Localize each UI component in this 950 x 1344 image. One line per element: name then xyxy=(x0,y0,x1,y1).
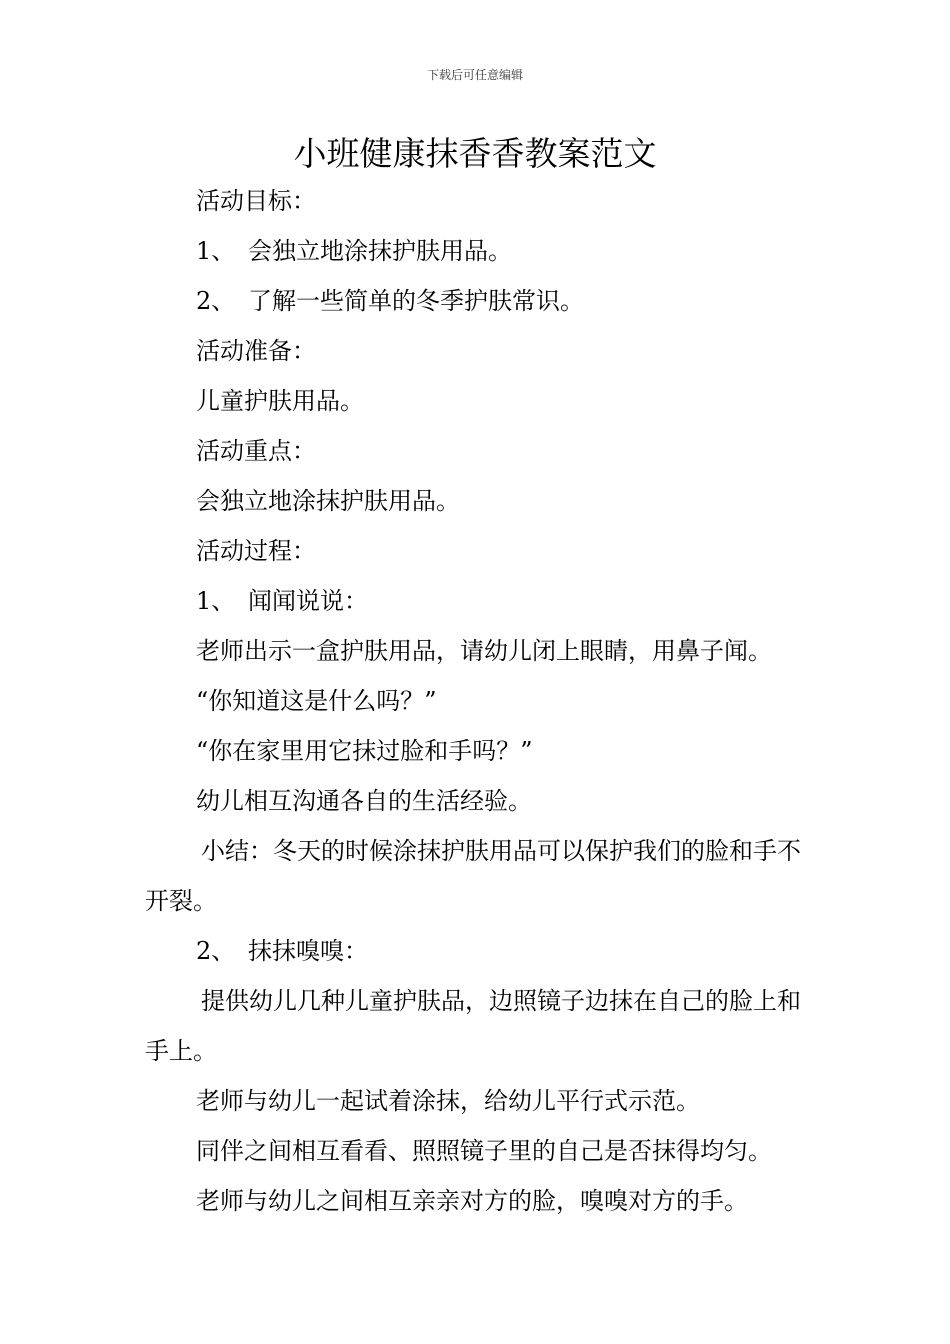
step-1-title: 闻闻说说： xyxy=(248,587,368,615)
step-1-paragraph-1: 老师出示一盒护肤用品，请幼儿闭上眼睛，用鼻子闻。 xyxy=(196,637,772,665)
step-2-paragraph-4: 老师与幼儿之间相互亲亲对方的脸，嗅嗅对方的手。 xyxy=(196,1187,748,1215)
goal-item-1-number: 1、 xyxy=(196,237,236,265)
header-note: 下载后可任意编辑 xyxy=(426,68,523,82)
step-1-question-2: “你在家里用它抹过脸和手吗？” xyxy=(196,737,533,765)
goal-heading: 活动目标： xyxy=(196,187,316,215)
document-body xyxy=(145,176,810,1226)
goal-item-1 xyxy=(145,226,810,276)
goal-item-2 xyxy=(145,276,810,326)
step-1-paragraph-2: 幼儿相互沟通各自的生活经验。 xyxy=(196,787,532,815)
step-1-heading xyxy=(145,576,810,626)
step-1-question-1: “你知道这是什么吗？” xyxy=(196,687,437,715)
goal-item-2-text: 了解一些简单的冬季护肤常识。 xyxy=(248,287,584,315)
process-heading: 活动过程： xyxy=(196,537,316,565)
step-2-number: 2、 xyxy=(196,937,236,965)
step-2-paragraph-2: 老师与幼儿一起试着涂抹，给幼儿平行式示范。 xyxy=(196,1087,700,1115)
step-2-heading xyxy=(145,926,810,976)
focus-text: 会独立地涂抹护肤用品。 xyxy=(196,487,460,515)
focus-heading: 活动重点： xyxy=(196,437,316,465)
document-title: 小班健康抹香香教案范文 xyxy=(293,134,657,173)
prep-text: 儿童护肤用品。 xyxy=(196,387,364,415)
step-2-paragraph-3: 同伴之间相互看看、照照镜子里的自己是否抹得均匀。 xyxy=(196,1137,772,1165)
prep-heading: 活动准备： xyxy=(196,337,316,365)
goal-item-1-text: 会独立地涂抹护肤用品。 xyxy=(248,237,512,265)
step-2-title: 抹抹嗅嗅： xyxy=(248,937,368,965)
step-2-paragraph-1: 提供幼儿几种儿童护肤品，边照镜子边抹在自己的脸上和手上。 xyxy=(145,987,801,1065)
step-1-number: 1、 xyxy=(196,587,236,615)
goal-item-2-number: 2、 xyxy=(196,287,236,315)
step-1-summary: 小结：冬天的时候涂抹护肤用品可以保护我们的脸和手不开裂。 xyxy=(145,837,801,915)
